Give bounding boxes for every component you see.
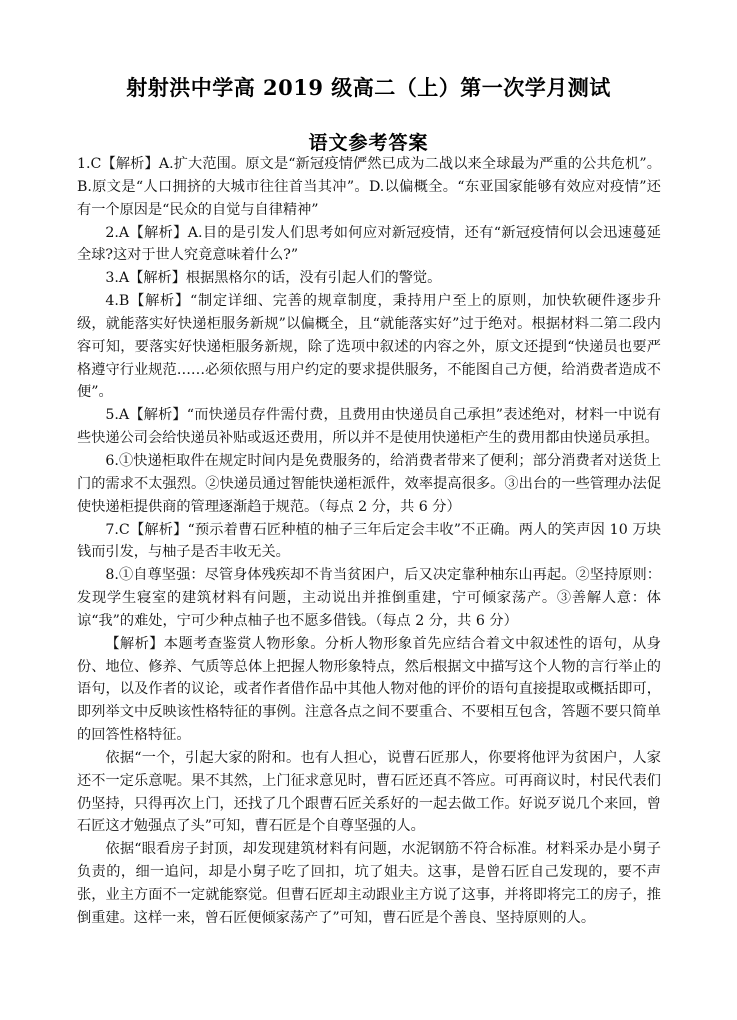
exam-title: 射射洪中学高 2019 级高二（上）第一次学月测试	[126, 75, 611, 100]
answer-item-6: 6.①快递柜取件在规定时间内是免费服务的，给消费者带来了便利；部分消费者对送货上门的需求不太强烈。②快递员通过智能快递柜派件，效率提高很多。③出台的一些管理办法促使快递柜提供商的管理逐渐趋于规范。（每点 2 分，共 6 分）	[77, 452, 661, 515]
answer-item-7: 7.C【解析】“预示着曹石匠种植的柚子三年后定会丰收”不正确。两人的笑声因 10 万块钱而引发，与柚子是否丰收无关。	[77, 521, 661, 561]
answer-item-2: 2.A【解析】A.目的是引发人们思考如何应对新冠疫情，还有“新冠疫情何以会迅速蔓延全球?这对于世人究竟意味着什么?”	[77, 224, 661, 264]
answer-body	[77, 153, 661, 930]
answer-item-3: 3.A【解析】根据黑格尔的话，没有引起人们的警觉。	[105, 270, 442, 287]
answer-item-4: 4.B【解析】“制定详细、完善的规章制度，秉持用户至上的原则，加快软硬件逐步升级，就能落实好快递柜服务新规”以偏概全，且“就能落实好”过于绝对。根据材料二第二段内容可知，要落实好快递柜服务新规，除了选项中叙述的内容之外，原文还提到“快递员也要严格遵守行业规范……必须依照与用户约定的要求提供服务，不能图自己方便，给消费者造成不便”。	[77, 293, 661, 401]
answer-item-1: 1.C【解析】A.扩大范围。原文是“新冠疫情俨然已成为二战以来全球最为严重的公共危机”。B.原文是“人口拥挤的大城市往往首当其冲”。D.以偏概全。“东亚国家能够有效应对疫情”还有一个原因是“民众的自觉与自律精神”	[77, 156, 661, 218]
answer-item-8: 8.①自尊坚强：尽管身体残疾却不肯当贫困户，后又决定靠种柚东山再起。②坚持原则：发现学生寝室的建筑材料有问题，主动说出并推倒重建，宁可倾家荡产。③善解人意：体谅“我”的难处，宁可少种点柚子也不愿多借钱。（每点 2 分，共 6 分）	[77, 567, 661, 629]
answer-item-5: 5.A【解析】“而快递员存件需付费，且费用由快递员自己承担”表述绝对，材料一中说有些快递公司会给快递员补贴或返还费用，所以并不是使用快递柜产生的费用都由快递员承担。	[77, 407, 661, 447]
answer-key-subtitle: 语文参考答案	[308, 132, 429, 154]
evidence-paragraph-1: 依据“一个，引起大家的附和。也有人担心，说曹石匠那人，你要将他评为贫困户，人家还不一定乐意呢。果不其然，上门征求意见时，曹石匠还真不答应。可再商议时，村民代表们仍坚持，只得再次上门，还找了几个跟曹石匠关系好的一起去做工作。好说歹说几个来回，曾石匠这才勉强点了头”可知，曹石匠是个自尊坚强的人。	[77, 749, 661, 835]
analysis-paragraph: 【解析】本题考查鉴赏人物形象。分析人物形象首先应结合着文中叙述性的语句，从身份、地位、修养、气质等总体上把握人物形象特点，然后根据文中描写这个人物的言行举止的语句，以及作者的议论，或者作者借作品中其他人物对他的评价的语句直接提取或概括即可，即列举文中反映该性格特征的事例。注意各点之间不要重合、不要相互包含，答题不要只简单的回答性格特征。	[77, 635, 661, 744]
evidence-paragraph-2: 依据“眼看房子封顶，却发现建筑材料有问题，水泥钢筋不符合标准。材料采办是小舅子负责的，细一追问，却是小舅子吃了回扣，坑了姐夫。这事，是曾石匠自己发现的，要不声张，业主方面不一定就能察觉。但曹石匠却主动跟业主方说了这事，并将即将完工的房子，推倒重建。这样一来，曾石匠便倾家荡产了”可知，曹石匠是个善良、坚持原则的人。	[77, 841, 661, 926]
